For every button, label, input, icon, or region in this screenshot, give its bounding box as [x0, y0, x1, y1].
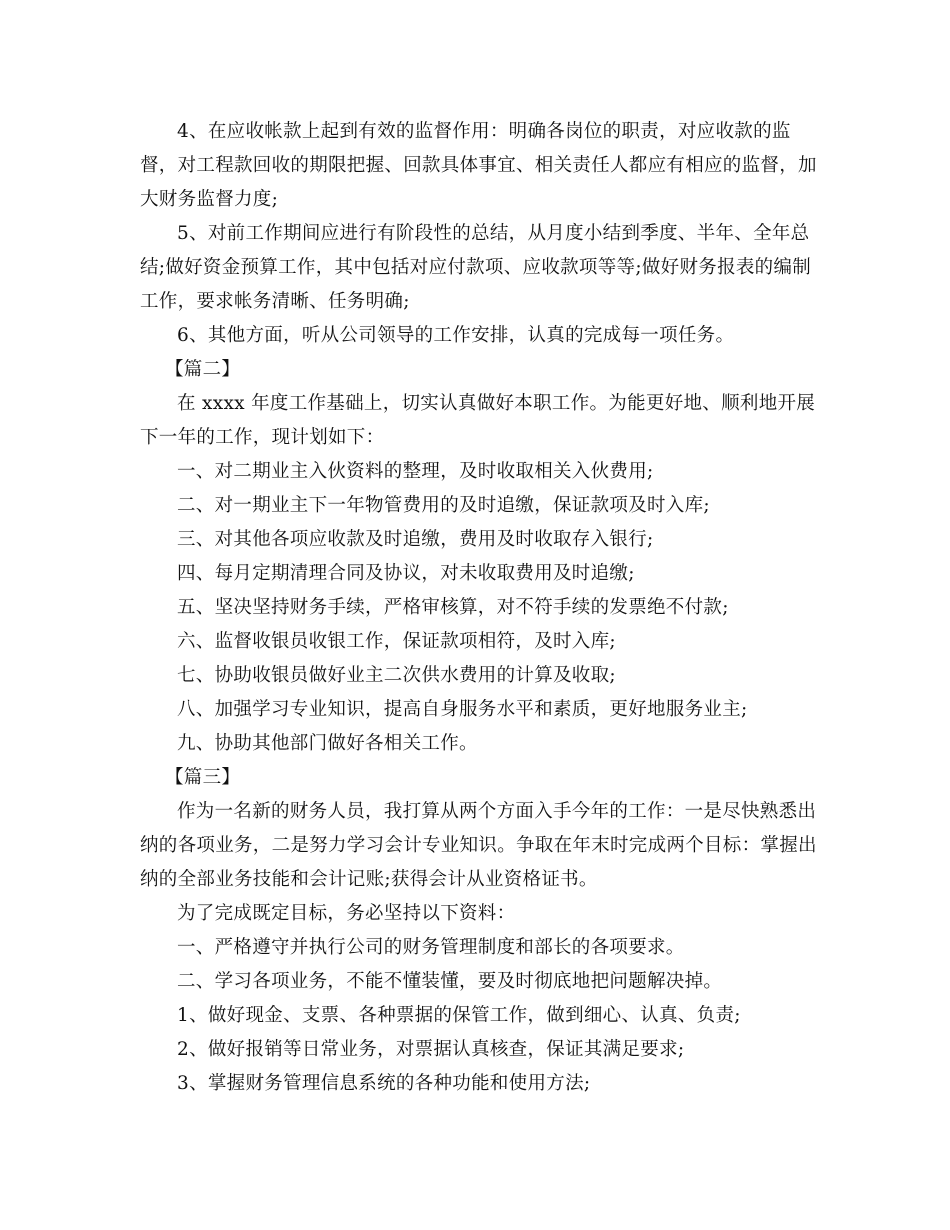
- list-item-8: 八、加强学习专业知识，提高自身服务水平和素质，更好地服务业主;: [177, 699, 748, 720]
- list-item-2: 二、对一期业主下一年物管费用的及时追缴，保证款项及时入库;: [177, 495, 710, 516]
- sub-item-2: 2、做好报销等日常业务，对票据认真核查，保证其满足要求;: [177, 1039, 685, 1060]
- paragraph-intro-part-2: 在 xxxx 年度工作基础上，切实认真做好本职工作。为能更好地、顺利地开展下一年的工作，现计划如下：: [140, 393, 816, 448]
- list-item-1: 一、对二期业主入伙资料的整理，及时收取相关入伙费用;: [177, 461, 654, 482]
- list-item-9: 九、协助其他部门做好各相关工作。: [177, 733, 478, 754]
- paragraph-item-6: 6、其他方面，听从公司领导的工作安排，认真的完成每一项任务。: [177, 325, 735, 346]
- paragraph-item-5: 5、对前工作期间应进行有阶段性的总结，从月度小结到季度、半年、全年总结;做好资金预算工作，其中包括对应付款项、应收款项等等;做好财务报表的编制工作，要求帐务清晰、任务明确;: [140, 223, 812, 312]
- list-item-7: 七、协助收银员做好业主二次供水费用的计算及收取;: [177, 665, 616, 686]
- section-heading-part-2: 【篇二】: [165, 359, 241, 380]
- paragraph-goal-statement: 为了完成既定目标，务必坚持以下资料：: [177, 903, 516, 924]
- sub-item-3: 3、掌握财务管理信息系统的各种功能和使用方法;: [177, 1073, 591, 1094]
- section-heading-part-3: 【篇三】: [165, 767, 241, 788]
- list-item-part3-2: 二、学习各项业务，不能不懂装懂，要及时彻底地把问题解决掉。: [177, 971, 723, 992]
- list-item-5: 五、坚决坚持财务手续，严格审核算，对不符手续的发票绝不付款;: [177, 597, 729, 618]
- paragraph-intro-part-3: 作为一名新的财务人员，我打算从两个方面入手今年的工作：一是尽快熟悉出纳的各项业务，二是努力学习会计专业知识。争取在年末时完成两个目标：掌握出纳的全部业务技能和会计记账;获得会计从业资格证书。: [140, 801, 817, 890]
- list-item-4: 四、每月定期清理合同及协议，对未收取费用及时追缴;: [177, 563, 635, 584]
- list-item-6: 六、监督收银员收银工作，保证款项相符，及时入库;: [177, 631, 616, 652]
- paragraph-item-4: 4、在应收帐款上起到有效的监督作用：明确各岗位的职责，对应收款的监督，对工程款回收的期限把握、回款具体事宜、相关责任人都应有相应的监督，加大财务监督力度;: [140, 121, 817, 210]
- document-body: [140, 115, 820, 1101]
- sub-item-1: 1、做好现金、支票、各种票据的保管工作，做到细心、认真、负责;: [177, 1005, 741, 1026]
- list-item-3: 三、对其他各项应收款及时追缴，费用及时收取存入银行;: [177, 529, 654, 550]
- list-item-part3-1: 一、严格遵守并执行公司的财务管理制度和部长的各项要求。: [177, 937, 685, 958]
